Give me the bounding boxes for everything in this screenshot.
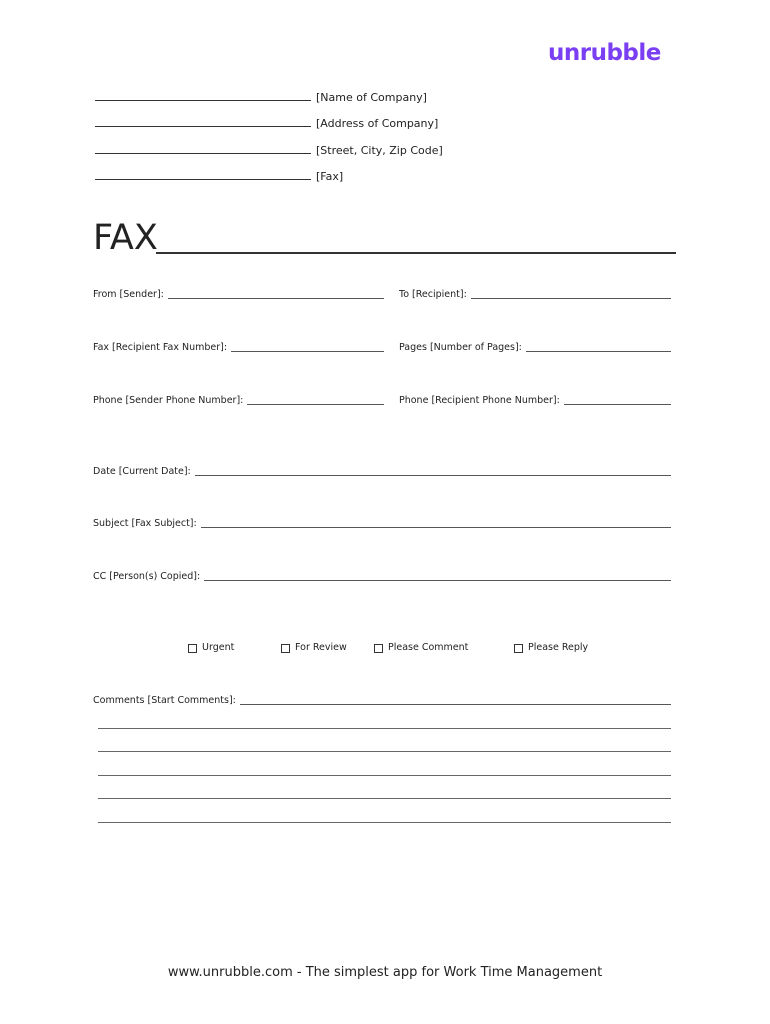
from-line[interactable] xyxy=(168,298,384,299)
checkbox-icon[interactable] xyxy=(281,644,290,653)
company-fax-line[interactable] xyxy=(95,179,311,180)
subject-label: Subject [Fax Subject]: xyxy=(93,518,197,529)
company-name-line[interactable] xyxy=(95,100,311,101)
comment-line[interactable] xyxy=(98,822,671,823)
comment-line[interactable] xyxy=(98,751,671,752)
checkbox-icon[interactable] xyxy=(514,644,523,653)
company-street-label: [Street, City, Zip Code] xyxy=(316,143,443,157)
date-field[interactable] xyxy=(93,466,671,478)
recipient-phone-label: Phone [Recipient Phone Number]: xyxy=(399,395,560,406)
comment-line[interactable] xyxy=(98,775,671,776)
checkbox-icon[interactable] xyxy=(188,644,197,653)
title-rule xyxy=(156,252,676,254)
sender-phone-line[interactable] xyxy=(247,404,384,405)
checkbox-row xyxy=(0,642,770,656)
comment-line[interactable] xyxy=(98,798,671,799)
comments-label: Comments [Start Comments]: xyxy=(93,695,236,706)
cc-line[interactable] xyxy=(204,580,671,581)
date-label: Date [Current Date]: xyxy=(93,466,191,477)
fax-number-label: Fax [Recipient Fax Number]: xyxy=(93,342,228,353)
pages-field[interactable] xyxy=(399,342,671,354)
pages-label: Pages [Number of Pages]: xyxy=(399,342,522,353)
fax-number-field[interactable] xyxy=(93,342,384,354)
to-line[interactable] xyxy=(471,298,671,299)
for-review-checkbox[interactable] xyxy=(281,642,347,654)
comments-line[interactable] xyxy=(240,704,671,705)
company-street-row xyxy=(95,141,443,168)
please-reply-checkbox[interactable] xyxy=(514,642,588,654)
company-street-line[interactable] xyxy=(95,153,311,154)
company-fax-row xyxy=(95,168,443,195)
pages-line[interactable] xyxy=(526,351,671,352)
checkbox-icon[interactable] xyxy=(374,644,383,653)
fax-number-line[interactable] xyxy=(231,351,384,352)
recipient-phone-line[interactable] xyxy=(564,404,671,405)
company-address-label: [Address of Company] xyxy=(316,117,439,130)
company-name-row xyxy=(95,88,443,115)
cc-field[interactable] xyxy=(93,571,671,583)
footer-text: www.unrubble.com - The simplest app for Work Time Management xyxy=(167,965,603,980)
date-line[interactable] xyxy=(195,475,671,476)
from-field[interactable] xyxy=(93,289,384,301)
to-field[interactable] xyxy=(399,289,671,301)
company-fax-label: [Fax] xyxy=(316,170,344,183)
comment-line[interactable] xyxy=(98,728,671,729)
cc-label: CC [Person(s) Copied]: xyxy=(93,571,201,582)
unrubble-logo: unrubble xyxy=(548,40,661,66)
sender-phone-label: Phone [Sender Phone Number]: xyxy=(93,395,244,406)
please-comment-checkbox[interactable] xyxy=(374,642,468,654)
comments-field[interactable] xyxy=(93,695,671,707)
urgent-checkbox[interactable] xyxy=(188,642,234,654)
to-label: To [Recipient]: xyxy=(399,289,467,300)
subject-line[interactable] xyxy=(201,527,671,528)
please-comment-label: Please Comment xyxy=(388,642,469,653)
company-header xyxy=(95,88,443,194)
for-review-label: For Review xyxy=(295,642,347,653)
page-title: FAX xyxy=(93,218,158,258)
please-reply-label: Please Reply xyxy=(528,642,589,653)
company-address-line[interactable] xyxy=(95,126,311,127)
company-name-label: [Name of Company] xyxy=(316,90,427,104)
sender-phone-field[interactable] xyxy=(93,395,384,407)
from-label: From [Sender]: xyxy=(93,289,164,300)
company-address-row xyxy=(95,115,443,142)
subject-field[interactable] xyxy=(93,518,671,530)
recipient-phone-field[interactable] xyxy=(399,395,671,407)
urgent-label: Urgent xyxy=(202,642,235,653)
